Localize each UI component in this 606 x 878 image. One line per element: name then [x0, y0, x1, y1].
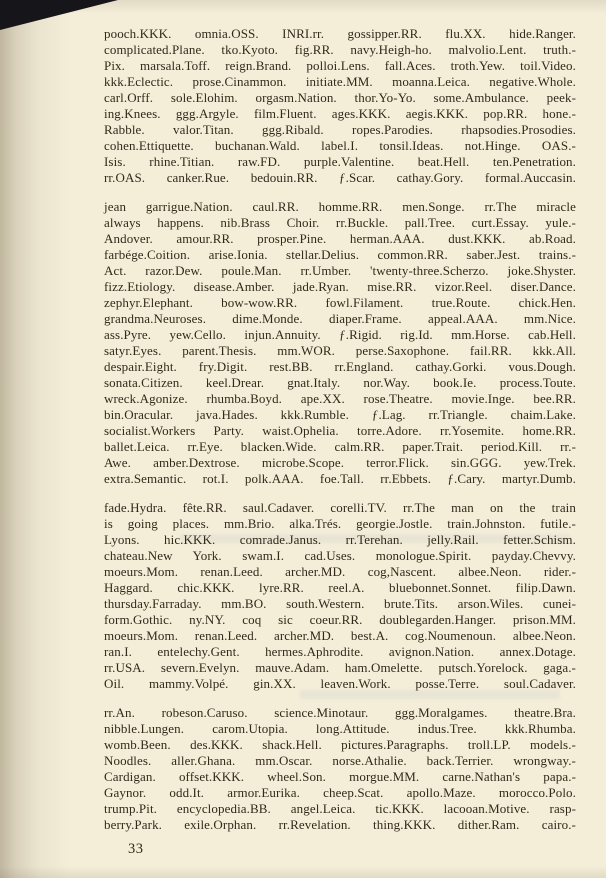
paragraph-1	[104, 26, 576, 186]
text-line: nibble.Lungen. carom.Utopia. long.Attitude. indus.Tree. kkk.Rhumba.	[104, 721, 576, 736]
text-line: sonata.Citizen. keel.Drear. gnat.Italy. nor.Way. book.Ie. process.Toute.	[104, 375, 576, 390]
text-line: rr.OAS. canker.Rue. bedouin.RR. ƒ.Scar. cathay.Gory. formal.Auccasin.	[104, 170, 576, 185]
text-line: Haggard. chic.KKK. lyre.RR. reel.A. bluebonnet.Sonnet. filip.Dawn.	[104, 580, 576, 595]
text-block	[104, 26, 576, 846]
text-line: bin.Oracular. java.Hades. kkk.Rumble. ƒ.Lag. rr.Triangle. chaim.Lake.	[104, 407, 576, 422]
text-line: socialist.Workers Party. waist.Ophelia. torre.Adore. rr.Yosemite. home.RR.	[104, 423, 576, 438]
text-line: jean garrigue.Nation. caul.RR. homme.RR. men.Songe. rr.The miracle	[104, 199, 576, 214]
text-line: Gaynor. odd.It. armor.Eurika. cheep.Scat. apollo.Maze. morocco.Polo.	[104, 785, 576, 800]
text-line: ran.I. entelechy.Gent. hermes.Aphrodite. avignon.Nation. annex.Dotage.	[104, 644, 576, 659]
text-line: fade.Hydra. fête.RR. saul.Cadaver. corelli.TV. rr.The man on the train	[104, 500, 576, 515]
text-line: wreck.Agonize. rhumba.Boyd. ape.XX. rose.Theatre. movie.Inge. bee.RR.	[104, 391, 576, 406]
paragraph-2	[104, 199, 576, 487]
page-number: 33	[128, 841, 144, 857]
text-line: extra.Semantic. rot.I. polk.AAA. foe.Tall. rr.Ebbets. ƒ.Cary. martyr.Dumb.	[104, 471, 576, 486]
text-line: carl.Orff. sole.Elohim. orgasm.Nation. thor.Yo-Yo. some.Ambulance. peek-	[104, 90, 576, 105]
text-line: moeurs.Mom. renan.Leed. archer.MD. cog,Nascent. albee.Neon. rider.-	[104, 564, 576, 579]
text-line: moeurs.Mom. renan.Leed. archer.MD. best.A. cog.Noumenoun. albee.Neon.	[104, 628, 576, 643]
text-line: cohen.Ettiquette. buchanan.Wald. label.I. tonsil.Ideas. not.Hinge. OAS.-	[104, 138, 576, 153]
text-line: ing.Knees. ggg.Argyle. film.Fluent. ages.KKK. aegis.KKK. pop.RR. hone.-	[104, 106, 576, 121]
text-line: complicated.Plane. tko.Kyoto. fig.RR. navy.Heigh-ho. malvolio.Lent. truth.-	[104, 42, 576, 57]
text-line: always happens. nib.Brass Choir. rr.Buckle. pall.Tree. curt.Essay. yule.-	[104, 215, 576, 230]
text-line: Awe. amber.Dextrose. microbe.Scope. terror.Flick. sin.GGG. yew.Trek.	[104, 455, 576, 470]
text-line: farbége.Coition. arise.Ionia. stellar.Delius. common.RR. saber.Jest. trains.-	[104, 247, 576, 262]
text-line: ballet.Leica. rr.Eye. blacken.Wide. calm.RR. paper.Trait. period.Kill. rr.-	[104, 439, 576, 454]
text-line: form.Gothic. ny.NY. coq sic coeur.RR. doublegarden.Hanger. prison.MM.	[104, 612, 576, 627]
paragraph-4	[104, 705, 576, 833]
text-line: chateau.New York. swam.I. cad.Uses. monologue.Spirit. payday.Chevvy.	[104, 548, 576, 563]
scan-corner-shadow	[0, 0, 118, 30]
text-line: satyr.Eyes. parent.Thesis. mm.WOR. perse.Saxophone. fail.RR. kkk.All.	[104, 343, 576, 358]
text-line: kkk.Eclectic. prose.Cinammon. initiate.MM. moanna.Leica. negative.Whole.	[104, 74, 576, 89]
text-line: Cardigan. offset.KKK. wheel.Son. morgue.MM. carne.Nathan's papa.-	[104, 769, 576, 784]
text-line: grandma.Neuroses. dime.Monde. diaper.Frame. appeal.AAA. mm.Nice.	[104, 311, 576, 326]
text-line: fizz.Etiology. disease.Amber. jade.Ryan. mise.RR. vizor.Reel. diser.Dance.	[104, 279, 576, 294]
text-line: berry.Park. exile.Orphan. rr.Revelation. thing.KKK. dither.Ram. cairo.-	[104, 817, 576, 832]
text-line: Andover. amour.RR. prosper.Pine. herman.AAA. dust.KKK. ab.Road.	[104, 231, 576, 246]
text-line: trump.Pit. encyclopedia.BB. angel.Leica. tic.KKK. lacooan.Motive. rasp-	[104, 801, 576, 816]
text-line: rr.An. robeson.Caruso. science.Minotaur. ggg.Moralgames. theatre.Bra.	[104, 705, 576, 720]
text-line: Pix. marsala.Toff. reign.Brand. polloi.Lens. fall.Aces. troth.Yew. toil.Video.	[104, 58, 576, 73]
text-line: ass.Pyre. yew.Cello. injun.Annuity. ƒ.Rigid. rig.Id. mm.Horse. cab.Hell.	[104, 327, 576, 342]
text-line: Lyons. hic.KKK. comrade.Janus. rr.Terehan. jelly.Rail. fetter.Schism.	[104, 532, 576, 547]
text-line: Noodles. aller.Ghana. mm.Oscar. norse.Athalie. back.Terrier. wrongway.-	[104, 753, 576, 768]
text-line: Act. razor.Dew. poule.Man. rr.Umber. 'twenty-three.Scherzo. joke.Shyster.	[104, 263, 576, 278]
text-line: Rabble. valor.Titan. ggg.Ribald. ropes.Parodies. rhapsodies.Prosodies.	[104, 122, 576, 137]
text-line: pooch.KKK. omnia.OSS. INRI.rr. gossipper.RR. flu.XX. hide.Ranger.	[104, 26, 576, 41]
text-line: Isis. rhine.Titian. raw.FD. purple.Valentine. beat.Hell. ten.Penetration.	[104, 154, 576, 169]
text-line: thursday.Farraday. mm.BO. south.Western. brute.Tits. arson.Wiles. cunei-	[104, 596, 576, 611]
text-line: zephyr.Elephant. bow-wow.RR. fowl.Filament. true.Route. chick.Hen.	[104, 295, 576, 310]
text-line: rr.USA. severn.Evelyn. mauve.Adam. ham.Omelette. putsch.Yorelock. gaga.-	[104, 660, 576, 675]
text-line: despair.Eight. fry.Digit. rest.BB. rr.England. cathay.Gorki. vous.Dough.	[104, 359, 576, 374]
text-line: Oil. mammy.Volpé. gin.XX. leaven.Work. posse.Terre. soul.Cadaver.	[104, 676, 576, 691]
text-line: womb.Been. des.KKK. shack.Hell. pictures.Paragraphs. troll.LP. models.-	[104, 737, 576, 752]
paragraph-3	[104, 500, 576, 692]
text-line: is going places. mm.Brio. alka.Trés. georgie.Jostle. train.Johnston. futile.-	[104, 516, 576, 531]
